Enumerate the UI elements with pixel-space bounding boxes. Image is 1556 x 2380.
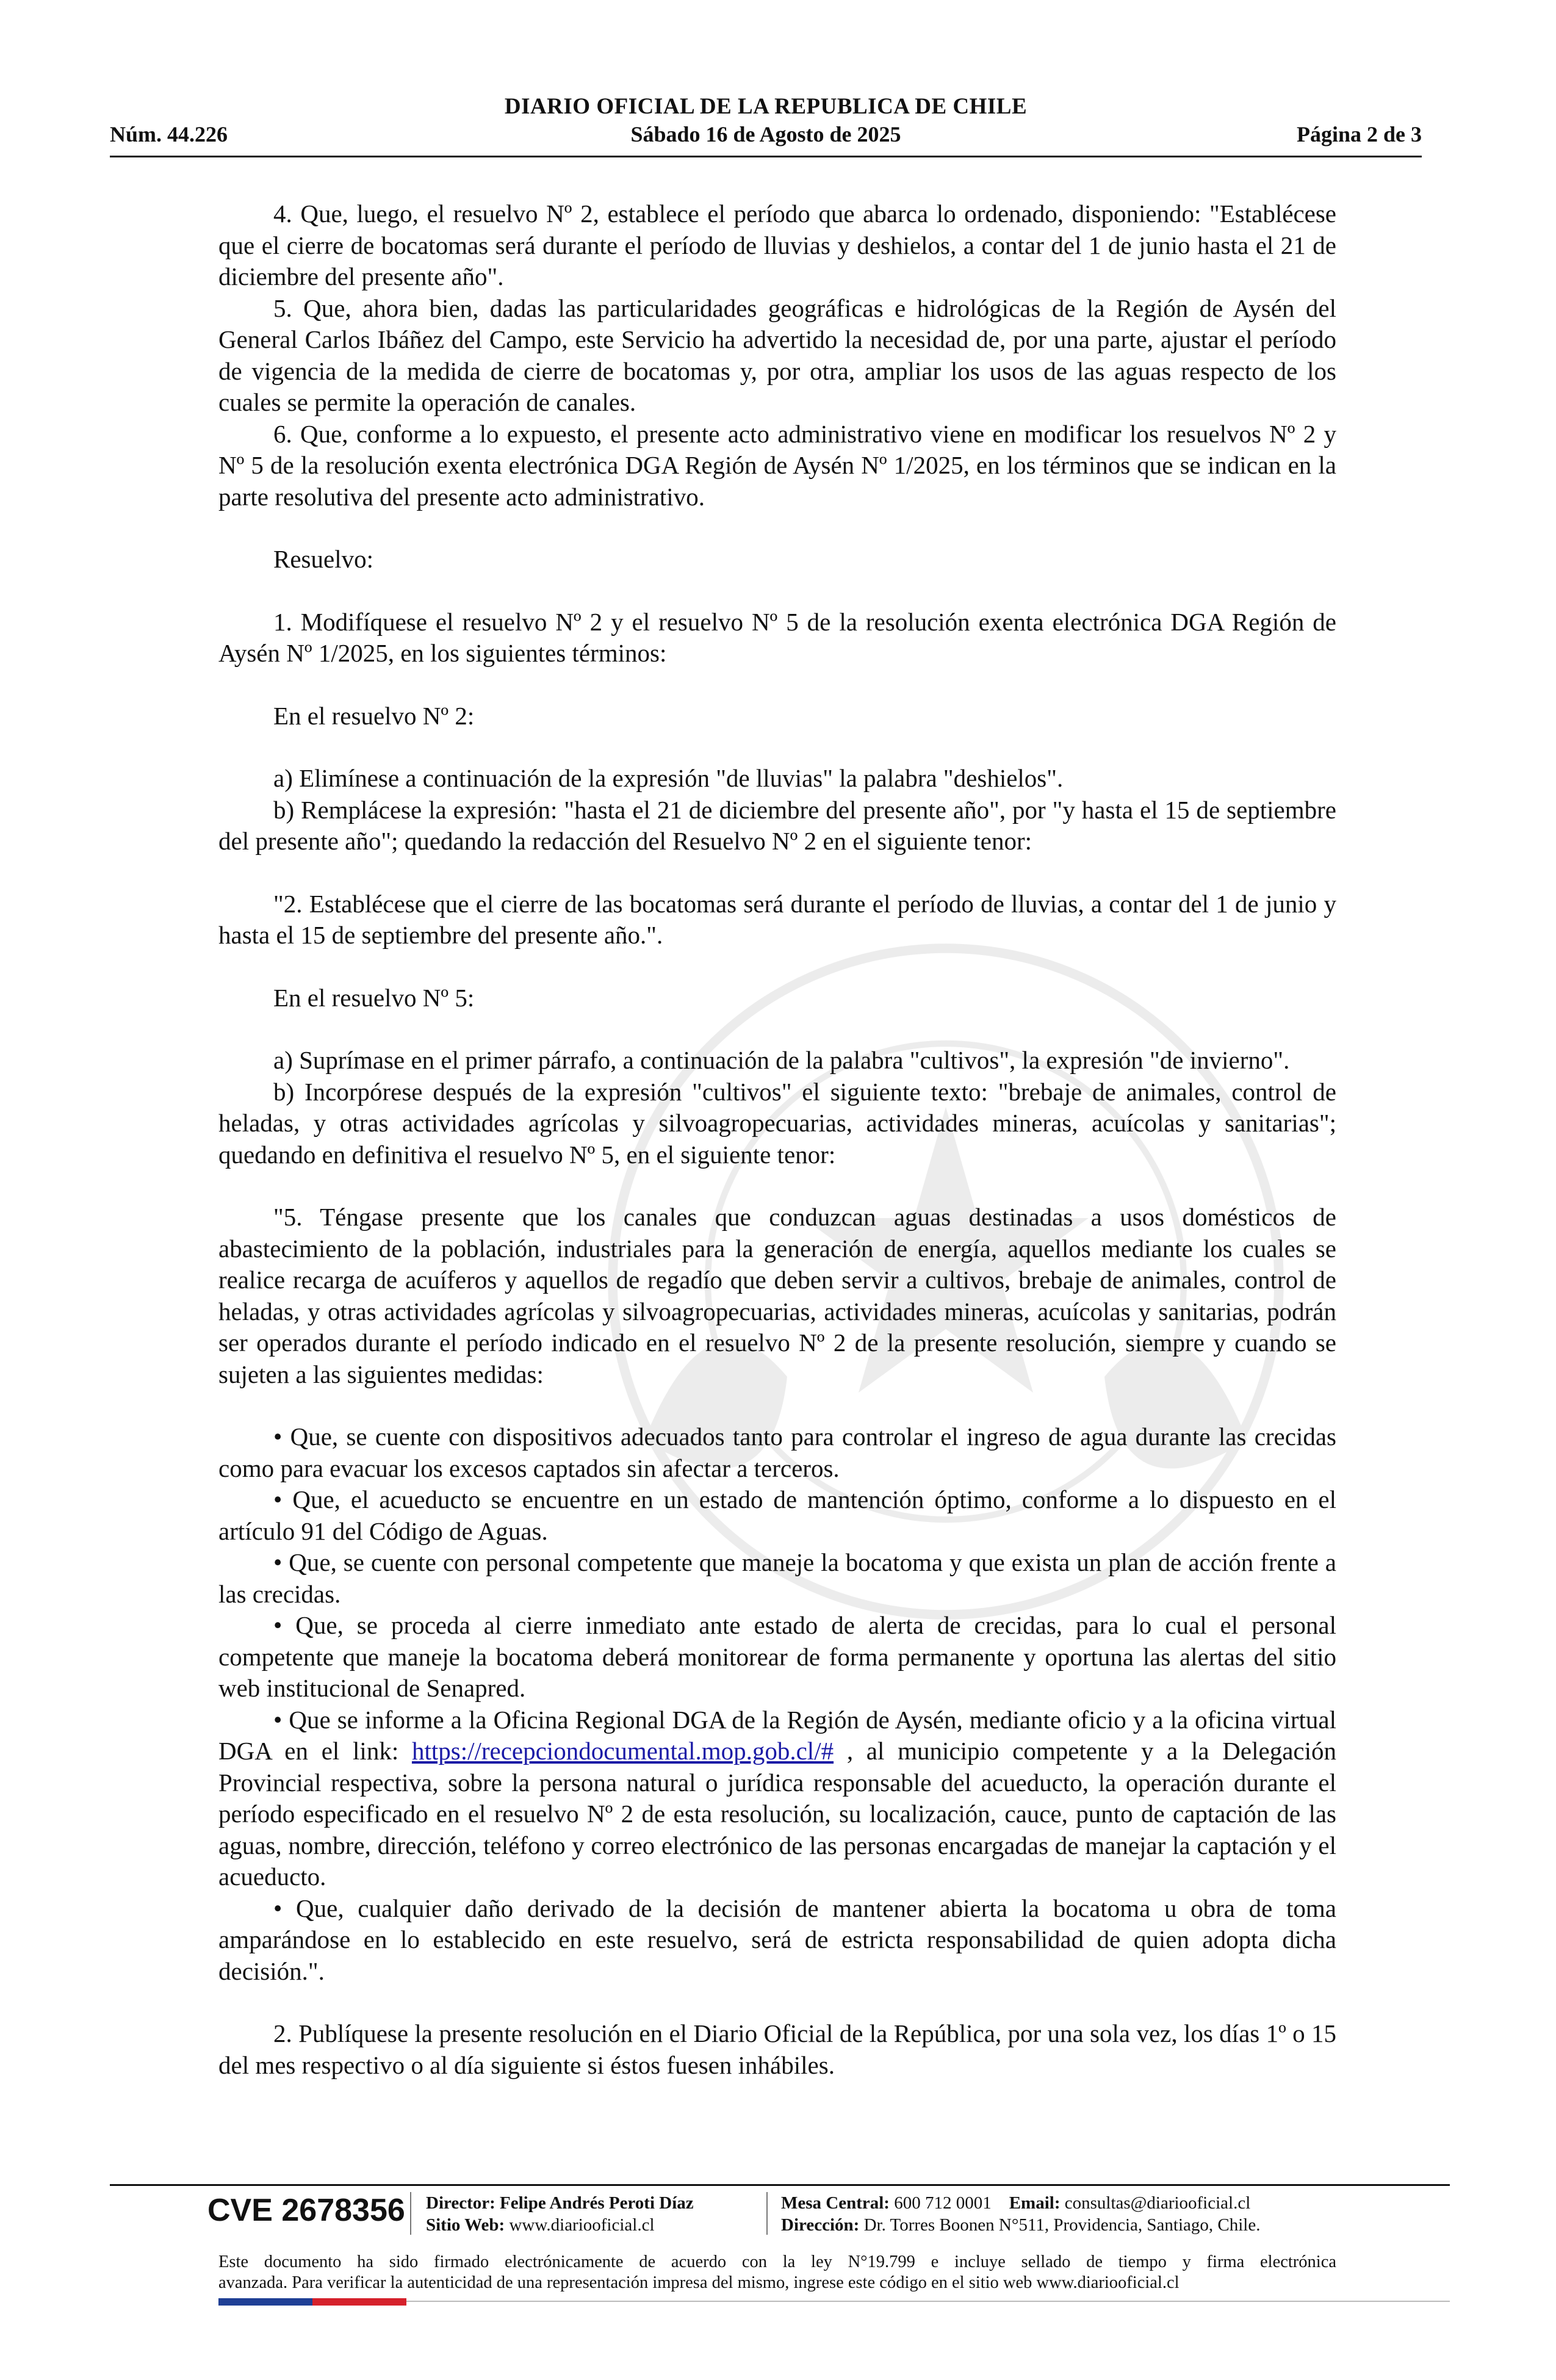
resuelvo-2-heading: En el resuelvo Nº 2: xyxy=(273,701,475,730)
resuelvo-2-item-a: a) Elimínese a continuación de la expresión "de lluvias" la palabra "deshielos". xyxy=(273,764,1064,792)
footer-separator xyxy=(766,2192,768,2235)
cve-code: CVE 2678356 xyxy=(207,2193,405,2228)
director-name: Felipe Andrés Peroti Díaz xyxy=(500,2193,694,2213)
header-divider xyxy=(110,156,1422,157)
disclaimer-line-2: avanzada. Para verificar la autenticidad de una representación impresa del mismo, ingrese este código en el sitio web www.diariooficial.cl xyxy=(218,2273,1180,2292)
chile-flag-stripe xyxy=(218,2298,406,2306)
document-body xyxy=(218,198,1336,2081)
resuelvo-2-item-b: b) Remplácese la expresión: "hasta el 21 de diciembre del presente año", por "y hasta el 15 de septiembre del presente año"; quedando la redacción del Resuelvo Nº 2 en el siguiente tenor: xyxy=(218,795,1336,855)
mesa-phone: 600 712 0001 xyxy=(894,2193,992,2213)
flag-blue-segment xyxy=(218,2298,312,2306)
resuelvo-5-heading: En el resuelvo Nº 5: xyxy=(273,983,475,1012)
paragraph-4: 4. Que, luego, el resuelvo Nº 2, establece el período que abarca lo ordenado, disponiendo: "Establécese que el cierre de bocatomas será durante el período de lluvias y deshielos, a contar del 1 de junio hasta el 21 de diciembre del presente año". xyxy=(218,200,1336,290)
issue-date: Sábado 16 de Agosto de 2025 xyxy=(630,122,901,146)
address-value: Dr. Torres Boonen N°511, Providencia, Santiago, Chile. xyxy=(863,2215,1261,2235)
flag-red-segment xyxy=(312,2298,406,2306)
website-url[interactable]: www.diariooficial.cl xyxy=(509,2215,655,2235)
measure-bullet-2: • Que, el acueducto se encuentre en un estado de mantención óptimo, conforme a lo dispuesto en el artículo 91 del Código de Aguas. xyxy=(218,1485,1336,1545)
recepcion-documental-link[interactable]: https://recepciondocumental.mop.gob.cl/# xyxy=(411,1737,834,1765)
page-header xyxy=(110,93,1422,160)
paragraph-6: 6. Que, conforme a lo expuesto, el presente acto administrativo viene en modificar los resuelvos Nº 2 y Nº 5 de la resolución exenta electrónica DGA Región de Aysén Nº 1/2025, en los términos que se indican en la parte resolutiva del presente acto administrativo. xyxy=(218,419,1336,511)
address-label: Dirección: xyxy=(781,2215,860,2235)
footer-separator xyxy=(410,2192,411,2235)
footer-divider xyxy=(110,2184,1450,2186)
footer-contact-block xyxy=(781,2192,1260,2236)
mesa-label: Mesa Central: xyxy=(781,2193,890,2213)
website-label: Sitio Web: xyxy=(426,2215,505,2235)
website-line xyxy=(426,2214,694,2236)
page-number: Página 2 de 3 xyxy=(1296,122,1422,146)
measure-bullet-3: • Que, se cuente con personal competente que maneje la bocatoma y que exista un plan de acción frente a las crecidas. xyxy=(218,1548,1336,1608)
measure-bullet-6: • Que, cualquier daño derivado de la decisión de mantener abierta la bocatoma u obra de toma amparándose en lo establecido en este resuelvo, será de estricta responsabilidad de quien adopta dicha decisión.". xyxy=(218,1894,1336,1985)
measure-bullet-4: • Que, se proceda al cierre inmediato ante estado de alerta de crecidas, para lo cual el personal competente que maneje la bocatoma deberá monitorear de forma permanente y oportuna las alertas del sitio web institucional de Senapred. xyxy=(218,1611,1336,1702)
measure-bullet-1: • Que, se cuente con dispositivos adecuados tanto para controlar el ingreso de agua durante las crecidas como para evacuar los excesos captados sin afectar a terceros. xyxy=(218,1423,1336,1482)
footer-bottom-rule xyxy=(406,2301,1450,2302)
resuelvo-5-item-a: a) Suprímase en el primer párrafo, a continuación de la palabra "cultivos", la expresión "de invierno". xyxy=(273,1046,1290,1074)
director-label: Director: xyxy=(426,2193,495,2213)
resolution-1: 1. Modifíquese el resuelvo Nº 2 y el resuelvo Nº 5 de la resolución exenta electrónica DGA Región de Aysén Nº 1/2025, en los siguientes términos: xyxy=(218,607,1336,667)
resuelvo-2-text: "2. Establécese que el cierre de las bocatomas será durante el período de lluvias, a contar del 1 de junio y hasta el 15 de septiembre del presente año.". xyxy=(218,889,1336,949)
measure-bullet-5-intro: • Que se informe a la Oficina Regional DGA de la Región de Aysén, mediante oficio y a la oficina virtual DGA en el link: xyxy=(218,1705,1336,1765)
address-line xyxy=(781,2214,1260,2236)
resolution-2: 2. Publíquese la presente resolución en el Diario Oficial de la República, por una sola vez, los días 1º o 15 del mes respectivo o al día siguiente si éstos fuesen inhábiles. xyxy=(218,2019,1336,2079)
contact-line xyxy=(781,2192,1260,2214)
resuelvo-5-text: "5. Téngase presente que los canales que conduzcan aguas destinadas a usos domésticos de abastecimiento de la población, industriales para la generación de energía, aquellos mediante los cuales se realice recarga de acuíferos y aquellos de regadío que deben servir a cultivos, brebaje de animales, control de heladas, y otras actividades agrícolas y silvoagropecuarias, actividades mineras, acuícolas y sanitarias, podrán ser operados durante el período indicado en el resuelvo Nº 2 de la presente resolución, siempre y cuando se sujeten a las siguientes medidas: xyxy=(218,1203,1336,1388)
footer-director-block xyxy=(426,2192,694,2236)
resuelvo-5-item-b: b) Incorpórese después de la expresión "cultivos" el siguiente texto: "brebaje de animales, control de heladas, y otras actividades agrícolas y silvoagropecuarias, actividades mineras, acuícolas y sanitarias"; quedando en definitiva el resuelvo Nº 5, en el siguiente tenor: xyxy=(218,1077,1336,1169)
resuelvo-heading: Resuelvo: xyxy=(273,545,373,573)
paragraph-5: 5. Que, ahora bien, dadas las particularidades geográficas e hidrológicas de la Región de Aysén del General Carlos Ibáñez del Campo, este Servicio ha advertido la necesidad de, por una parte, ajustar el período de vigencia de la medida de cierre de bocatomas y, por otra, ampliar los usos de las aguas respecto de los cuales se permite la operación de canales. xyxy=(218,294,1336,416)
issue-number: Núm. 44.226 xyxy=(110,122,228,146)
disclaimer-line-1: Este documento ha sido firmado electrónicamente de acuerdo con la ley N°19.799 e incluye sellado de tiempo y firma electrónica xyxy=(218,2252,1336,2271)
email-address[interactable]: consultas@diariooficial.cl xyxy=(1064,2193,1251,2213)
signature-disclaimer xyxy=(218,2252,1336,2293)
email-label: Email: xyxy=(1009,2193,1061,2213)
director-line xyxy=(426,2192,694,2214)
measure-bullet-5 xyxy=(218,1704,1336,1893)
gazette-title: DIARIO OFICIAL DE LA REPUBLICA DE CHILE xyxy=(504,94,1028,119)
measure-bullet-5-rest: , al municipio competente y a la Delegación Provincial respectiva, sobre la persona natural o jurídica responsable del acueducto, la operación durante el período especificado en el resuelvo Nº 2 de esta resolución, su localización, cauce, punto de captación de las aguas, nombre, dirección, teléfono y correo electrónico de las personas encargadas de manejar la captación y el acueducto. xyxy=(218,1737,1336,1891)
